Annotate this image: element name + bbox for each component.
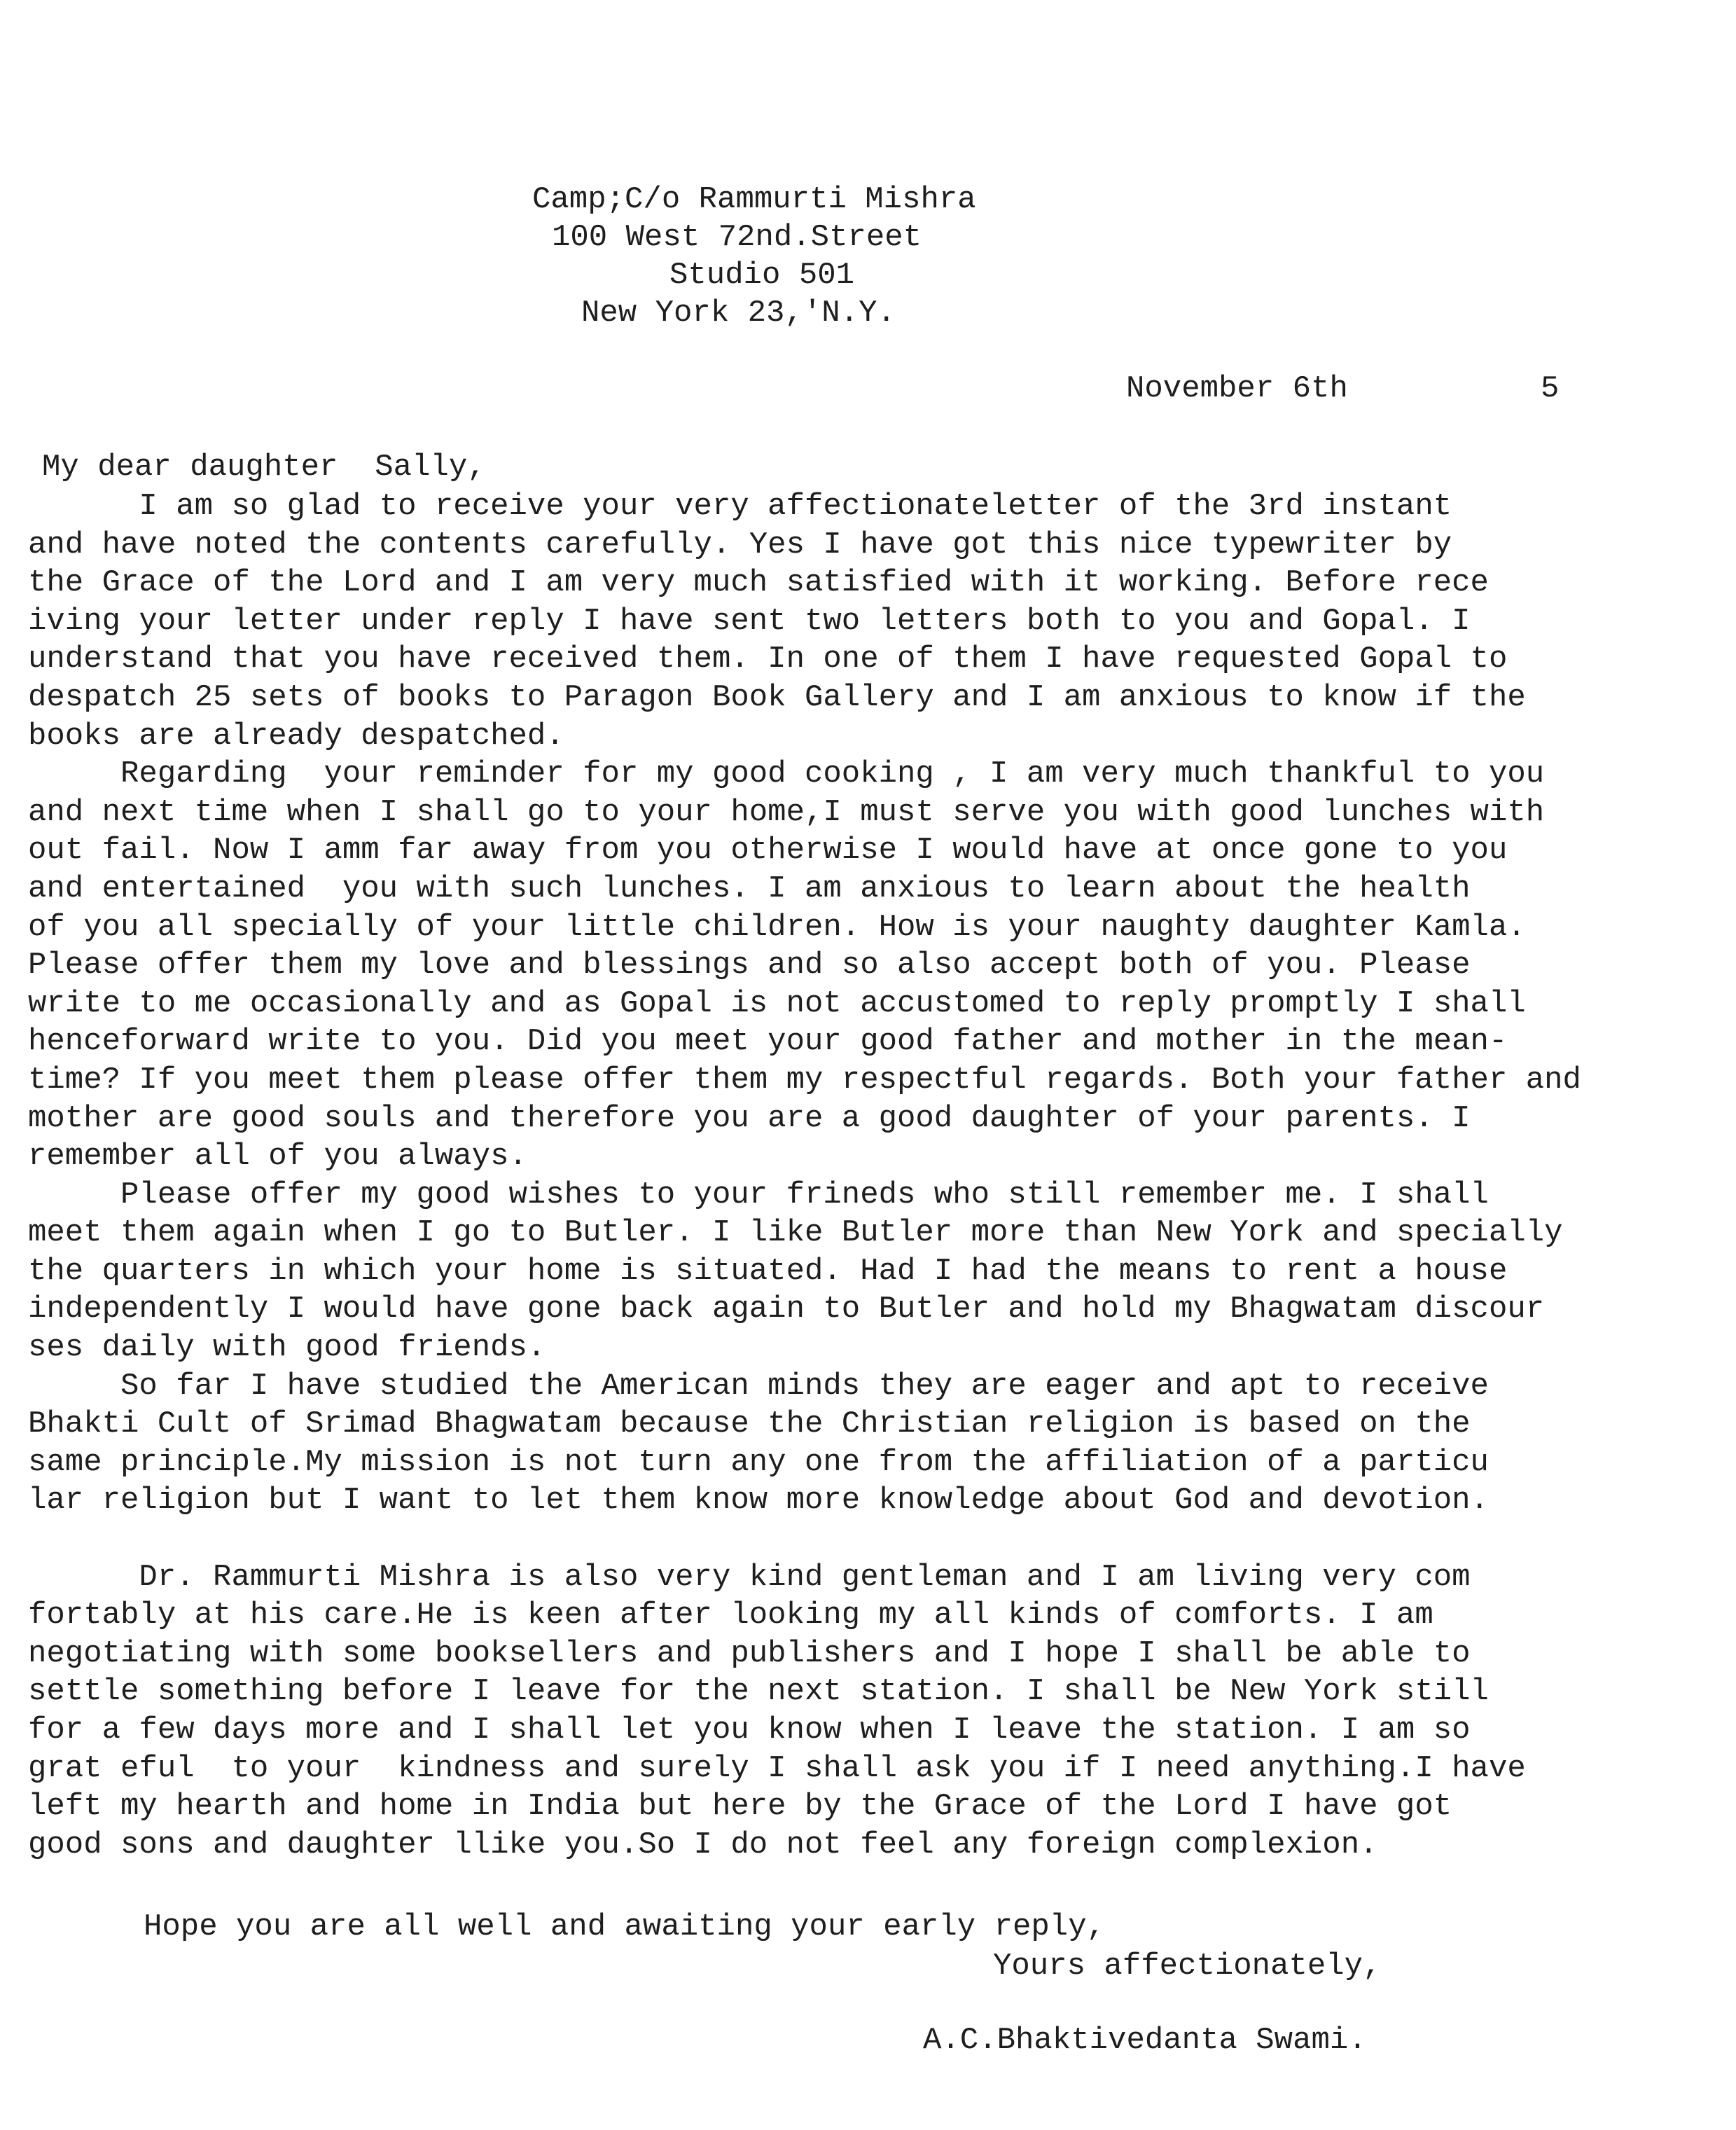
address-line-3: Studio 501 bbox=[669, 258, 855, 293]
address-line-4: New York 23,'N.Y. bbox=[581, 296, 896, 331]
body-line: grat eful to your kindness and surely I shall ask you if I need anything.I have bbox=[28, 1750, 1526, 1786]
body-line: ses daily with good friends. bbox=[28, 1330, 546, 1366]
valediction: Yours affectionately, bbox=[993, 1949, 1382, 1984]
body-line: I am so glad to receive your very affectionateletter of the 3rd instant bbox=[28, 489, 1452, 524]
body-line: Regarding your reminder for my good cooking , I am very much thankful to you bbox=[28, 756, 1545, 792]
closing-line: Hope you are all well and awaiting your early reply, bbox=[144, 1909, 1106, 1944]
body-line: books are already despatched. bbox=[28, 718, 564, 754]
body-line: henceforward write to you. Did you meet your good father and mother in the mean- bbox=[28, 1024, 1508, 1060]
paragraph-gap bbox=[28, 1520, 1581, 1558]
body-line: Please offer them my love and blessings and so also accept both of you. Please bbox=[28, 948, 1471, 983]
letter-body bbox=[28, 487, 1581, 1864]
body-line: Dr. Rammurti Mishra is also very kind gentleman and I am living very com bbox=[28, 1559, 1471, 1595]
body-line: and next time when I shall go to your home,I must serve you with good lunches with bbox=[28, 794, 1545, 830]
body-line: the Grace of the Lord and I am very much satisfied with it working. Before rece bbox=[28, 565, 1489, 601]
body-line: left my hearth and home in India but here by the Grace of the Lord I have got bbox=[28, 1789, 1452, 1825]
body-line: of you all specially of your little children. How is your naughty daughter Kamla. bbox=[28, 909, 1526, 945]
address-line-2: 100 West 72nd.Street bbox=[552, 220, 922, 255]
body-line: So far I have studied the American minds they are eager and apt to receive bbox=[28, 1368, 1489, 1404]
body-line: Bhakti Cult of Srimad Bhagwatam because the Christian religion is based on the bbox=[28, 1406, 1471, 1442]
body-line: fortably at his care.He is keen after looking my all kinds of comforts. I am bbox=[28, 1598, 1433, 1633]
signature-name: A.C.Bhaktivedanta Swami. bbox=[923, 2023, 1367, 2058]
body-line: for a few days more and I shall let you know when I leave the station. I am so bbox=[28, 1713, 1471, 1748]
body-line: mother are good souls and therefore you are a good daughter of your parents. I bbox=[28, 1100, 1471, 1136]
body-line: out fail. Now I amm far away from you otherwise I would have at once gone to you bbox=[28, 833, 1508, 869]
salutation: My dear daughter Sally, bbox=[42, 450, 486, 485]
letter-date: November 6th bbox=[1126, 371, 1348, 406]
body-line: iving your letter under reply I have sent two letters both to you and Gopal. I bbox=[28, 603, 1471, 639]
body-line: time? If you meet them please offer them my respectful regards. Both your father and bbox=[28, 1062, 1581, 1098]
body-line: independently I would have gone back again to Butler and hold my Bhagwatam discour bbox=[28, 1292, 1545, 1327]
body-line: negotiating with some booksellers and publishers and I hope I shall be able to bbox=[28, 1635, 1471, 1671]
body-line: good sons and daughter llike you.So I do not feel any foreign complexion. bbox=[28, 1827, 1378, 1862]
body-line: and have noted the contents carefully. Yes I have got this nice typewriter by bbox=[28, 527, 1452, 562]
body-line: the quarters in which your home is situated. Had I had the means to rent a house bbox=[28, 1253, 1508, 1289]
body-line: understand that you have received them. In one of them I have requested Gopal to bbox=[28, 642, 1508, 677]
body-line: despatch 25 sets of books to Paragon Book Gallery and I am anxious to know if the bbox=[28, 679, 1526, 715]
body-line: Please offer my good wishes to your frineds who still remember me. I shall bbox=[28, 1177, 1489, 1212]
body-line: meet them again when I go to Butler. I like Butler more than New York and specially bbox=[28, 1215, 1563, 1251]
body-line: write to me occasionally and as Gopal is not accustomed to reply promptly I shall bbox=[28, 986, 1526, 1021]
body-line: and entertained you with such lunches. I am anxious to learn about the health bbox=[28, 871, 1471, 906]
letter-date-digit: 5 bbox=[1541, 371, 1560, 406]
body-line: same principle.My mission is not turn any one from the affiliation of a particu bbox=[28, 1444, 1489, 1480]
address-line-1: Camp;C/o Rammurti Mishra bbox=[532, 182, 976, 217]
body-line: settle something before I leave for the next station. I shall be New York still bbox=[28, 1674, 1489, 1710]
body-line: lar religion but I want to let them know more knowledge about God and devotion. bbox=[28, 1483, 1489, 1519]
body-line: remember all of you always. bbox=[28, 1139, 527, 1175]
